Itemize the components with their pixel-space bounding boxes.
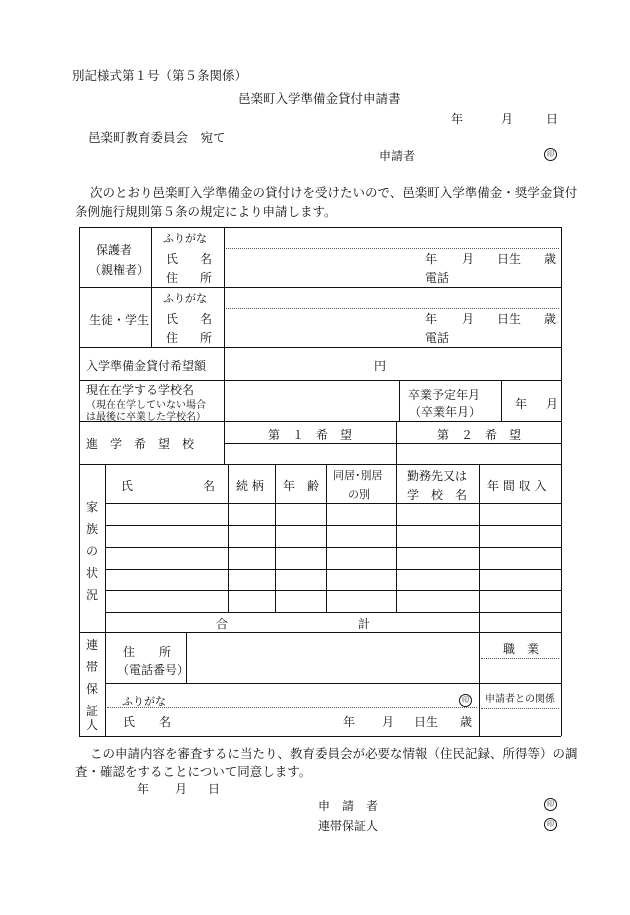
guardian-birth-year: 年	[425, 252, 438, 266]
student-name-label-1: 氏	[166, 312, 179, 326]
col-cohabitation-2: の別	[348, 488, 370, 501]
col-relation: 続 柄	[236, 479, 264, 493]
student-age: 歳	[544, 312, 557, 326]
guarantor-address-label-2: 所	[159, 645, 172, 659]
total-label-1: 合	[216, 617, 229, 631]
guarantor-birth-day: 日生	[414, 715, 439, 729]
graduation-year: 年	[515, 397, 528, 411]
student-address-label-1: 住	[166, 331, 179, 345]
guardian-label: 保護者	[96, 243, 133, 257]
amount-unit: 円	[374, 359, 387, 373]
student-name-label-2: 名	[200, 312, 213, 326]
consent-line-1: この申請内容を審査するに当たり、教育委員会が必要な情報（住民記録、所得等）の調	[90, 746, 578, 761]
guarantor-furigana-label: ふりがな	[122, 695, 166, 708]
guarantor-phone-label: （電話番号）	[117, 663, 190, 677]
applicant-seal-icon: 印	[544, 798, 557, 811]
guarantor-label-char: 連	[85, 638, 98, 652]
family-label-char: 況	[85, 588, 98, 602]
guarantor-birth-month: 月	[382, 715, 395, 729]
consent-year: 年	[137, 782, 150, 796]
total-label-2: 計	[358, 617, 371, 631]
student-furigana-label: ふりがな	[163, 292, 207, 305]
page-title: 邑楽町入学準備金貸付申請書	[238, 91, 401, 106]
student-birth-year: 年	[425, 312, 438, 326]
graduation-sublabel: （卒業年月）	[409, 405, 482, 419]
guarantor-relation-label: 申請者との関係	[485, 694, 555, 705]
family-label-char: の	[85, 544, 98, 558]
desired-school-label: 進 学 希 望 校	[86, 437, 195, 451]
intro-line-1: 次のとおり邑楽町入学準備金の貸付けを受けたいので、邑楽町入学準備金・奨学金貸付	[90, 185, 578, 200]
signature-applicant-label: 申 請 者	[318, 799, 379, 813]
col-cohabitation-1: 同居･別居	[333, 469, 383, 482]
guardian-birth-month: 月	[462, 252, 475, 266]
col-workplace-2: 学 校 名	[407, 488, 468, 502]
guarantor-furigana-field[interactable]	[107, 707, 477, 708]
form-reference: 別記様式第１号（第５条関係）	[72, 68, 248, 83]
applicant-label: 申請者	[379, 149, 416, 163]
family-label-char: 家	[85, 500, 98, 514]
guarantor-label-char: 帯	[85, 660, 98, 674]
student-address-label-2: 所	[200, 331, 213, 345]
date-day: 日	[546, 112, 559, 126]
guardian-sublabel: （親権者）	[89, 263, 150, 277]
col-income: 年 間 収 入	[487, 479, 547, 493]
guardian-name-label-1: 氏	[166, 252, 179, 266]
consent-day: 日	[208, 782, 221, 796]
guardian-furigana-field[interactable]	[226, 248, 559, 249]
student-birth-month: 月	[462, 312, 475, 326]
second-choice-label: 第 ２ 希 望	[437, 428, 522, 442]
date-month: 月	[501, 112, 514, 126]
intro-line-2: 条例施行規則第５条の規定により申請します。	[75, 204, 337, 219]
guarantor-name-label-2: 名	[159, 715, 172, 729]
col-name-1: 氏	[121, 479, 134, 493]
first-choice-label: 第 １ 希 望	[268, 428, 353, 442]
seal-icon: 印	[544, 148, 557, 161]
guarantor-occupation-label: 職 業	[503, 642, 540, 656]
col-age: 年 齢	[283, 479, 320, 493]
date-year: 年	[451, 112, 464, 126]
school-note-1: （現在在学していない場合	[86, 400, 206, 411]
guarantor-birth-year: 年	[343, 715, 356, 729]
consent-month: 月	[175, 782, 188, 796]
student-phone-label: 電話	[425, 331, 450, 345]
consent-line-2: 査・確認をすることについて同意します。	[75, 764, 312, 779]
amount-label: 入学準備金貸付希望額	[86, 359, 207, 373]
guarantor-seal-icon: 印	[459, 694, 472, 707]
graduation-month: 月	[546, 397, 559, 411]
guardian-birth-day: 日生	[497, 252, 522, 266]
guardian-age: 歳	[544, 252, 557, 266]
col-workplace-1: 勤務先又は	[407, 469, 468, 483]
family-label-char: 族	[85, 522, 98, 536]
signature-guarantor-label: 連帯保証人	[318, 819, 379, 833]
addressee: 邑楽町教育委員会 宛て	[88, 130, 226, 145]
guardian-address-label-1: 住	[166, 271, 179, 285]
guarantor-age: 歳	[460, 715, 473, 729]
guarantor-signature-seal-icon: 印	[544, 818, 557, 831]
guarantor-name-label-1: 氏	[123, 715, 136, 729]
student-birth-day: 日生	[497, 312, 522, 326]
graduation-label: 卒業予定年月	[408, 388, 481, 402]
guarantor-label-char: 保	[85, 682, 98, 696]
guardian-phone-label: 電話	[425, 271, 450, 285]
school-label: 現在在学する学校名	[86, 383, 195, 397]
guardian-address-label-2: 所	[200, 271, 213, 285]
guarantor-address-label-1: 住	[123, 645, 136, 659]
student-furigana-field[interactable]	[226, 308, 559, 309]
guarantor-label-char: 人	[85, 718, 98, 732]
guardian-name-label-2: 名	[200, 252, 213, 266]
family-label-char: 状	[85, 566, 98, 580]
school-note-2: は最後に卒業した学校名）	[86, 412, 206, 423]
col-name-2: 名	[203, 479, 216, 493]
student-label: 生徒・学生	[89, 313, 150, 327]
guardian-furigana-label: ふりがな	[163, 232, 207, 245]
guarantor-label-char: 証	[85, 704, 98, 718]
